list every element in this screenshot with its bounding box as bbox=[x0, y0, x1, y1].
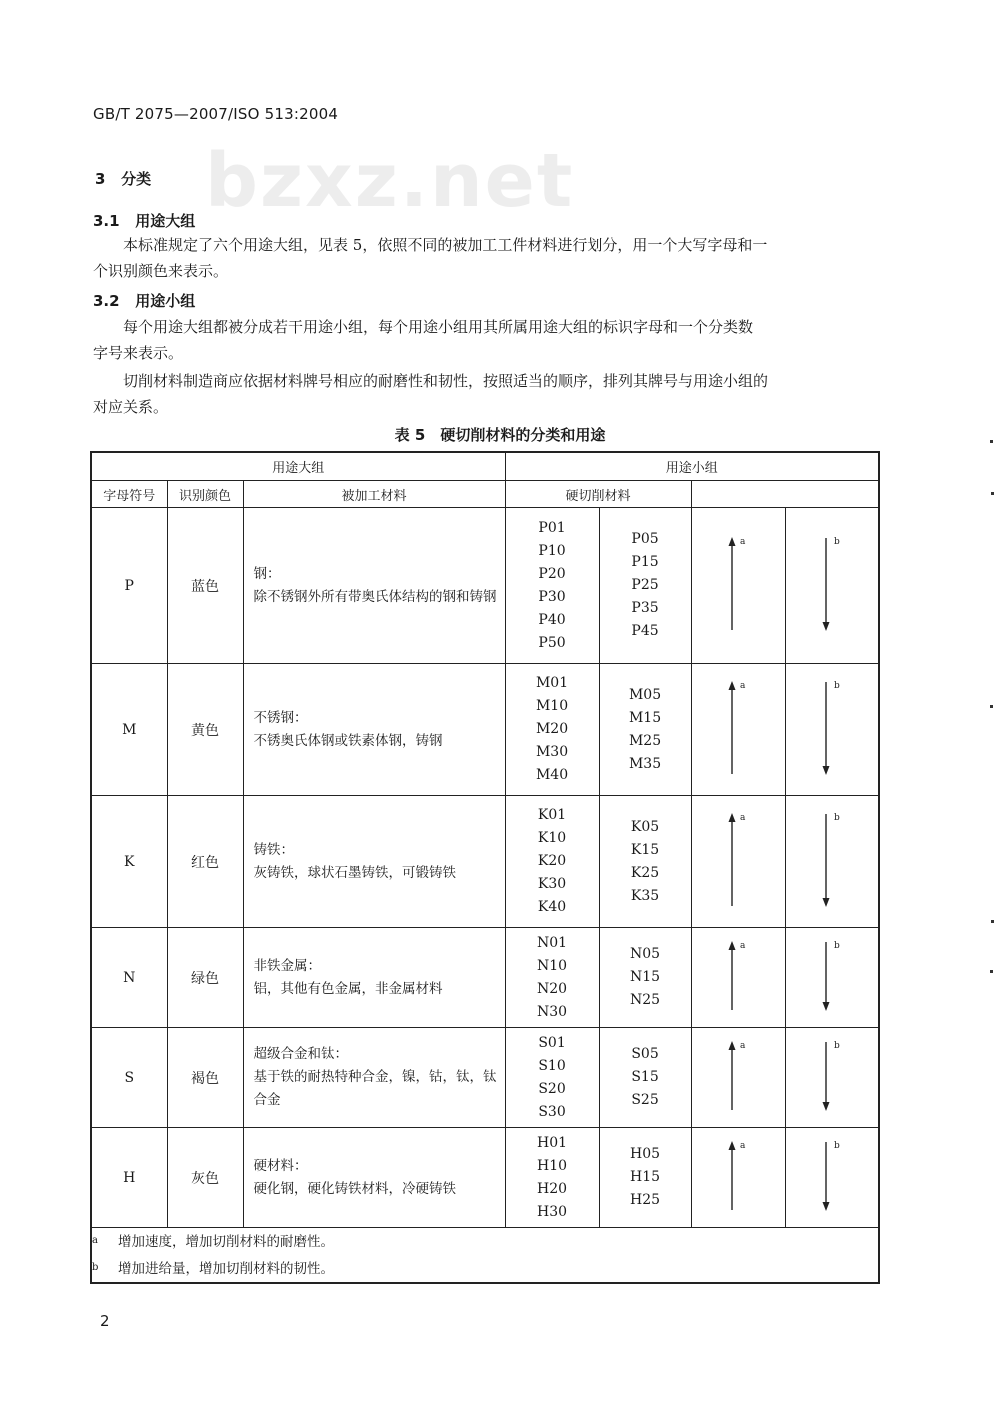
header-identification-color: 识别颜色 bbox=[167, 481, 243, 508]
grade-code: H01 bbox=[537, 1134, 568, 1151]
header-application-group: 用途大组 bbox=[91, 452, 505, 481]
wear-resistance-arrow-cell bbox=[691, 1028, 785, 1128]
arrow-down-icon bbox=[812, 680, 852, 776]
grade-code: M10 bbox=[535, 698, 569, 714]
classification-table bbox=[90, 451, 880, 1284]
grade-code: N30 bbox=[536, 1003, 568, 1020]
table-row bbox=[91, 1028, 879, 1128]
paragraph-line: 对应关系。 bbox=[93, 398, 169, 416]
grade-code: K01 bbox=[537, 807, 567, 823]
toughness-arrow-cell bbox=[785, 796, 879, 928]
grade-codes-intermediate bbox=[599, 1128, 691, 1228]
grade-code: K40 bbox=[537, 899, 567, 915]
table-row bbox=[91, 796, 879, 928]
material-description: 除不锈钢外所有带奥氏体结构的钢和铸钢 bbox=[253, 588, 497, 605]
grade-codes-intermediate bbox=[599, 928, 691, 1028]
grade-codes-primary bbox=[505, 508, 599, 664]
table-row bbox=[91, 1128, 879, 1228]
section-title: 用途小组 bbox=[135, 292, 196, 310]
section-number: 3.2 bbox=[93, 292, 120, 310]
grade-code: K35 bbox=[630, 887, 660, 904]
workpiece-material bbox=[243, 664, 505, 796]
footnote-text: 增加速度，增加切削材料的耐磨性。 bbox=[118, 1234, 334, 1250]
arrow-footnote-mark: a bbox=[740, 1040, 746, 1051]
footnote-a bbox=[92, 1228, 878, 1255]
grade-code: K25 bbox=[630, 864, 660, 881]
letter-symbol: H bbox=[91, 1128, 167, 1228]
letter-symbol: K bbox=[91, 796, 167, 928]
grade-code: K20 bbox=[537, 853, 567, 869]
grade-code: M01 bbox=[535, 675, 569, 691]
arrow-footnote-mark: b bbox=[833, 680, 840, 691]
footnote-text: 增加进给量，增加切削材料的韧性。 bbox=[118, 1261, 334, 1277]
identification-color: 黄色 bbox=[167, 664, 243, 796]
grade-code: N10 bbox=[536, 957, 568, 974]
watermark: bzxz.net bbox=[205, 138, 575, 224]
grade-code: H25 bbox=[630, 1192, 661, 1208]
material-title: 硬材料： bbox=[253, 1157, 308, 1174]
material-title: 钢： bbox=[253, 565, 281, 582]
grade-code: M35 bbox=[628, 755, 662, 772]
material-description: 硬化钢，硬化铸铁材料，冷硬铸铁 bbox=[253, 1180, 456, 1197]
wear-resistance-arrow-cell bbox=[691, 664, 785, 796]
identification-color: 褐色 bbox=[167, 1028, 243, 1128]
grade-code: M40 bbox=[535, 767, 569, 783]
wear-resistance-arrow-cell bbox=[691, 796, 785, 928]
grade-code: P35 bbox=[631, 600, 659, 616]
arrow-down-icon bbox=[812, 536, 852, 632]
grade-code: P20 bbox=[538, 565, 566, 582]
document-header: GB/T 2075—2007/ISO 513:2004 bbox=[93, 105, 339, 123]
arrow-footnote-mark: b bbox=[833, 940, 840, 951]
grade-code: H05 bbox=[630, 1146, 661, 1162]
material-description: 不锈奥氏体钢或铁素体钢，铸钢 bbox=[253, 732, 443, 749]
grade-code: N15 bbox=[629, 969, 661, 985]
paragraph-line: 字号来表示。 bbox=[93, 344, 184, 362]
paragraph-line: 切削材料制造商应依据材料牌号相应的耐磨性和韧性，按照适当的顺序，排列其牌号与用途小组的 bbox=[123, 372, 769, 390]
grade-code: P10 bbox=[538, 542, 566, 559]
grade-code: N01 bbox=[536, 934, 568, 951]
wear-resistance-arrow-cell bbox=[691, 928, 785, 1028]
grade-code: M15 bbox=[628, 709, 662, 726]
grade-code: S15 bbox=[631, 1069, 659, 1085]
grade-code: S30 bbox=[538, 1103, 566, 1120]
arrow-footnote-mark: b bbox=[833, 1140, 840, 1151]
letter-symbol: N bbox=[91, 928, 167, 1028]
paragraph-line: 每个用途大组都被分成若干用途小组，每个用途小组用其所属用途大组的标识字母和一个分类数 bbox=[123, 318, 754, 336]
grade-code: N25 bbox=[629, 992, 661, 1008]
arrow-footnote-mark: b bbox=[833, 536, 840, 547]
grade-code: P45 bbox=[631, 623, 659, 639]
grade-codes-intermediate bbox=[599, 664, 691, 796]
arrow-down-icon bbox=[812, 1040, 852, 1112]
arrow-footnote-mark: a bbox=[740, 680, 746, 691]
header-hard-cutting-material: 硬切削材料 bbox=[505, 481, 691, 508]
workpiece-material bbox=[243, 928, 505, 1028]
section-number: 3.1 bbox=[93, 212, 120, 230]
grade-code: S25 bbox=[631, 1092, 659, 1108]
arrow-down-icon bbox=[812, 940, 852, 1012]
section-number: 3 bbox=[95, 170, 106, 188]
scan-mark bbox=[991, 920, 994, 923]
grade-code: M05 bbox=[628, 686, 662, 703]
header-workpiece-material: 被加工材料 bbox=[243, 481, 505, 508]
arrow-up-icon bbox=[718, 680, 758, 776]
grade-code: P15 bbox=[631, 554, 659, 570]
workpiece-material bbox=[243, 1028, 505, 1128]
arrow-footnote-mark: a bbox=[740, 940, 746, 951]
paragraph-line: 个识别颜色来表示。 bbox=[93, 262, 229, 280]
arrow-up-icon bbox=[718, 1140, 758, 1212]
letter-symbol: S bbox=[91, 1028, 167, 1128]
grade-code: S20 bbox=[538, 1080, 566, 1097]
header-arrows bbox=[691, 481, 879, 508]
section-3-heading bbox=[95, 168, 151, 189]
wear-resistance-arrow-cell bbox=[691, 508, 785, 664]
scan-mark bbox=[990, 970, 993, 973]
grade-codes-intermediate bbox=[599, 796, 691, 928]
arrow-up-icon bbox=[718, 940, 758, 1012]
toughness-arrow-cell bbox=[785, 928, 879, 1028]
table-caption: 表 5 硬切削材料的分类和用途 bbox=[394, 426, 606, 444]
footnote-b bbox=[92, 1255, 878, 1282]
table-row bbox=[91, 508, 879, 664]
grade-code: K15 bbox=[630, 841, 660, 858]
paragraph-line: 本标准规定了六个用途大组，见表 5，依照不同的被加工工件材料进行划分，用一个大写字母和一 bbox=[123, 236, 768, 254]
scan-mark bbox=[991, 492, 994, 495]
grade-codes-primary bbox=[505, 796, 599, 928]
grade-code: H15 bbox=[630, 1169, 661, 1185]
table-row bbox=[91, 928, 879, 1028]
grade-code: H20 bbox=[537, 1180, 568, 1197]
grade-code: P01 bbox=[538, 519, 566, 536]
grade-codes-primary bbox=[505, 928, 599, 1028]
arrow-footnote-mark: b bbox=[833, 1040, 840, 1051]
table-row bbox=[91, 664, 879, 796]
grade-code: S05 bbox=[631, 1046, 659, 1062]
workpiece-material bbox=[243, 1128, 505, 1228]
section-title: 用途大组 bbox=[135, 212, 196, 230]
arrow-footnote-mark: a bbox=[740, 1140, 746, 1151]
scan-mark bbox=[990, 440, 993, 443]
material-description: 铝，其他有色金属，非金属材料 bbox=[253, 980, 443, 997]
grade-code: S10 bbox=[538, 1057, 566, 1074]
table-footnotes bbox=[91, 1228, 879, 1284]
grade-code: H30 bbox=[537, 1203, 568, 1220]
grade-code: P50 bbox=[538, 634, 566, 651]
identification-color: 红色 bbox=[167, 796, 243, 928]
grade-code: P40 bbox=[538, 611, 566, 628]
wear-resistance-arrow-cell bbox=[691, 1128, 785, 1228]
material-title: 非铁金属： bbox=[253, 957, 321, 974]
footnote-mark: b bbox=[92, 1262, 99, 1273]
identification-color: 绿色 bbox=[167, 928, 243, 1028]
arrow-up-icon bbox=[718, 536, 758, 632]
grade-code: H10 bbox=[537, 1157, 568, 1174]
grade-code: P30 bbox=[538, 588, 566, 605]
section-title: 分类 bbox=[121, 170, 152, 188]
grade-code: K05 bbox=[630, 818, 660, 835]
footnote-mark: a bbox=[92, 1235, 98, 1246]
identification-color: 蓝色 bbox=[167, 508, 243, 664]
toughness-arrow-cell bbox=[785, 1028, 879, 1128]
section-3-2-heading bbox=[93, 290, 195, 311]
grade-code: P05 bbox=[631, 531, 659, 547]
arrow-down-icon bbox=[812, 812, 852, 908]
grade-code: N05 bbox=[629, 946, 661, 962]
grade-code: S01 bbox=[538, 1034, 566, 1051]
toughness-arrow-cell bbox=[785, 1128, 879, 1228]
arrow-up-icon bbox=[718, 1040, 758, 1112]
letter-symbol: M bbox=[91, 664, 167, 796]
arrow-up-icon bbox=[718, 812, 758, 908]
grade-codes-intermediate bbox=[599, 508, 691, 664]
header-application-subgroup: 用途小组 bbox=[505, 452, 879, 481]
section-3-1-heading bbox=[93, 210, 195, 231]
grade-codes-primary bbox=[505, 1028, 599, 1128]
grade-code: K30 bbox=[537, 876, 567, 892]
grade-codes-primary bbox=[505, 1128, 599, 1228]
scan-mark bbox=[990, 705, 993, 708]
header-letter-symbol: 字母符号 bbox=[91, 481, 167, 508]
grade-code: M30 bbox=[535, 744, 569, 760]
arrow-down-icon bbox=[812, 1140, 852, 1212]
table-body bbox=[91, 508, 879, 1228]
material-title: 不锈钢： bbox=[253, 709, 308, 726]
grade-code: K10 bbox=[537, 830, 567, 846]
toughness-arrow-cell bbox=[785, 664, 879, 796]
arrow-footnote-mark: a bbox=[740, 812, 746, 823]
material-title: 超级合金和钛： bbox=[253, 1046, 348, 1062]
arrow-footnote-mark: a bbox=[740, 536, 746, 547]
arrow-footnote-mark: b bbox=[833, 812, 840, 823]
grade-codes-intermediate bbox=[599, 1028, 691, 1128]
page-number: 2 bbox=[100, 1312, 110, 1330]
identification-color: 灰色 bbox=[167, 1128, 243, 1228]
material-description: 灰铸铁，球状石墨铸铁，可锻铸铁 bbox=[253, 864, 456, 881]
grade-code: P25 bbox=[631, 577, 659, 593]
material-description: 基于铁的耐热特种合金，镍，钴，钛，钛合金 bbox=[253, 1069, 497, 1108]
grade-code: M25 bbox=[628, 732, 662, 749]
grade-code: N20 bbox=[536, 980, 568, 997]
letter-symbol: P bbox=[91, 508, 167, 664]
grade-code: M20 bbox=[535, 721, 569, 737]
grade-codes-primary bbox=[505, 664, 599, 796]
toughness-arrow-cell bbox=[785, 508, 879, 664]
workpiece-material bbox=[243, 508, 505, 664]
material-title: 铸铁： bbox=[253, 841, 294, 858]
workpiece-material bbox=[243, 796, 505, 928]
